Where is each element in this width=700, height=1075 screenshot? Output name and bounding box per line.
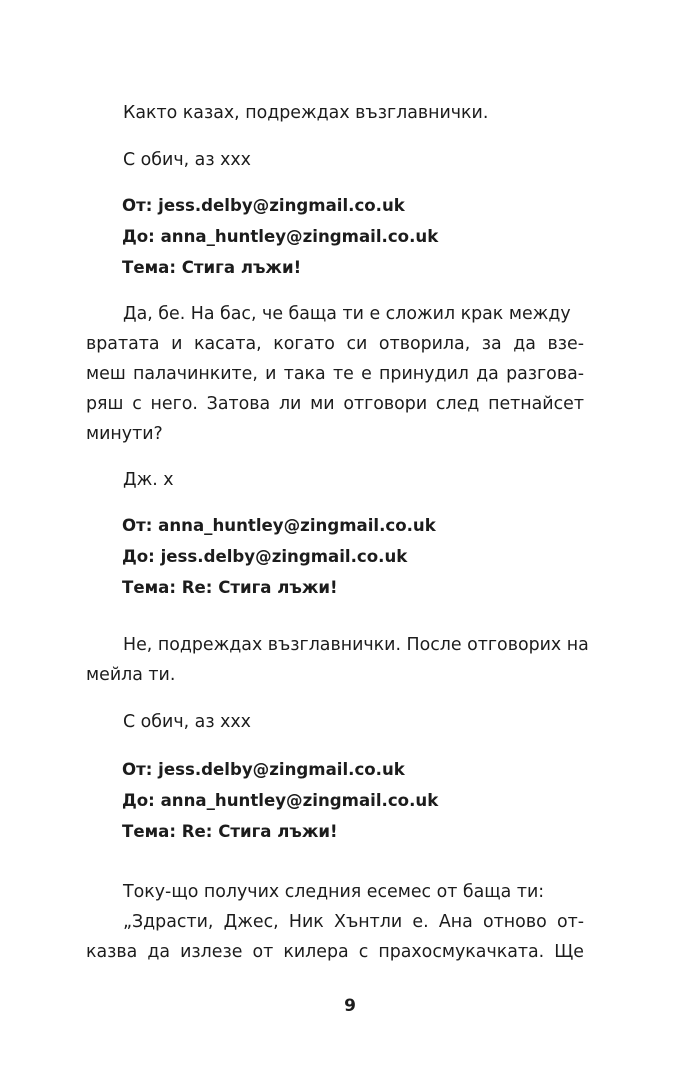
email-subject: Тема: Re: Стига лъжи!	[122, 822, 338, 841]
text-line: казва да излезе от килера с прахосмукачката. Ще	[86, 942, 584, 962]
text-line: ряш с него. Затова ли ми отговори след петнайсет	[86, 394, 584, 414]
text-line: мейла ти.	[86, 665, 176, 685]
email-from: От: anna_huntley@zingmail.co.uk	[122, 516, 436, 535]
email-subject: Тема: Re: Стига лъжи!	[122, 578, 338, 597]
email-subject: Тема: Стига лъжи!	[122, 258, 302, 277]
text-line: вратата и касата, когато си отворила, за да взе-	[86, 334, 584, 354]
text-line: „Здрасти, Джес, Ник Хънтли е. Ана отново от-	[123, 912, 584, 932]
text-line: минути?	[86, 424, 163, 444]
text-line: Както казах, подреждах възглавнички.	[123, 103, 489, 123]
page-number: 9	[344, 996, 356, 1016]
text-line: Не, подреждах възглавнички. После отговорих на	[123, 635, 589, 655]
email-from: От: jess.delby@zingmail.co.uk	[122, 760, 405, 779]
signature-line: Дж. х	[123, 470, 174, 490]
signature-line: С обич, аз ххх	[123, 150, 251, 170]
email-to: До: jess.delby@zingmail.co.uk	[122, 547, 408, 566]
email-from: От: jess.delby@zingmail.co.uk	[122, 196, 405, 215]
signature-line: С обич, аз ххх	[123, 712, 251, 732]
email-to: До: anna_huntley@zingmail.co.uk	[122, 227, 439, 246]
text-line: Току-що получих следния есемес от баща ти:	[123, 882, 545, 902]
text-line: меш палачинките, и така те е принудил да разгова-	[86, 364, 584, 384]
text-line: Да, бе. На бас, че баща ти е сложил крак между	[123, 304, 571, 324]
email-to: До: anna_huntley@zingmail.co.uk	[122, 791, 439, 810]
